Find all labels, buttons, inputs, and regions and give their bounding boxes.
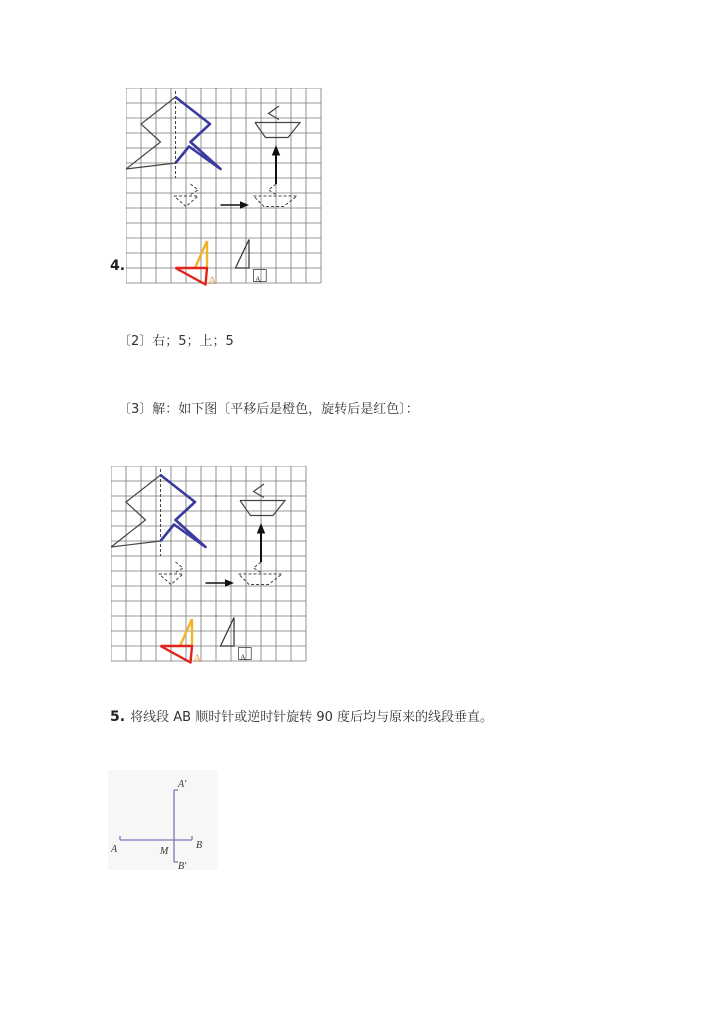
- label-m: M: [160, 846, 169, 857]
- question-5: [110, 706, 493, 725]
- label-b-prime: B′: [178, 861, 187, 870]
- gray-triangle: [236, 240, 250, 269]
- boat-shape: [255, 123, 300, 138]
- grid-lines: [111, 466, 306, 661]
- grid-shapes: [126, 91, 300, 285]
- grid-shapes: [111, 469, 285, 663]
- grid-figure-2: [111, 466, 307, 668]
- gray-triangle: [221, 618, 235, 647]
- answer-2: 〔2〕右；5；上；5: [118, 334, 234, 349]
- label-a-box: A: [240, 653, 246, 662]
- label-a-orange: A: [208, 273, 217, 287]
- red-triangle: [161, 646, 193, 663]
- red-triangle: [176, 268, 208, 285]
- grid-lines: [126, 88, 321, 283]
- question-5-text: 将线段 AB 顺时针或逆时针旋转 90 度后均与原来的线段垂直。: [130, 710, 494, 725]
- label-a-prime: A′: [178, 779, 187, 790]
- answer-3: 〔3〕解：如下图〔平移后是橙色，旋转后是红色〕：: [118, 402, 419, 417]
- boat-flag: [254, 484, 265, 498]
- dashed-shape-right: [254, 196, 298, 207]
- label-a-orange: A: [193, 651, 202, 665]
- dashed-shape-right: [239, 574, 283, 585]
- up-arrow-head: [272, 145, 280, 156]
- up-arrow-head: [257, 523, 265, 534]
- label-a-box: A: [255, 275, 261, 284]
- question-4-number: 4.: [110, 258, 126, 274]
- rotation-diagram: [108, 770, 218, 870]
- label-b: B: [196, 840, 203, 851]
- label-a: A: [111, 844, 118, 855]
- boat-flag: [269, 106, 280, 120]
- question-5-number: 5.: [110, 709, 126, 725]
- grid-figure-1: [126, 88, 322, 290]
- boat-shape: [240, 501, 285, 516]
